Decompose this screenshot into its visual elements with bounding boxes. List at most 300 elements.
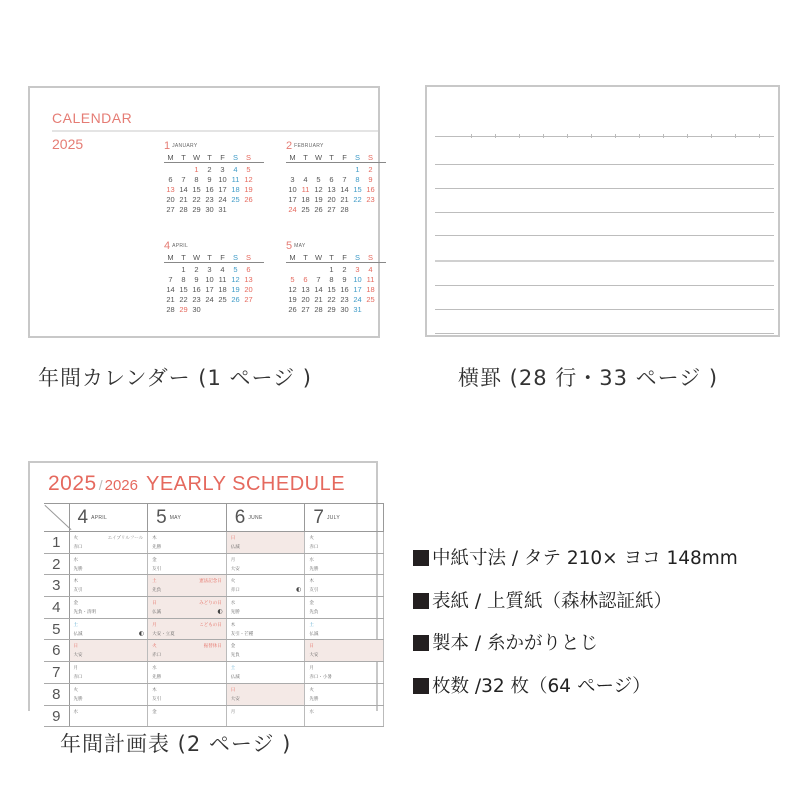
schedule-row <box>44 575 384 597</box>
weekday-label: S <box>354 253 360 262</box>
day-cell: 28 <box>340 205 349 214</box>
day-number: 1 <box>44 532 70 553</box>
weekday-header <box>164 153 264 163</box>
schedule-row <box>44 554 384 576</box>
day-cell: 30 <box>340 305 349 314</box>
day-cell: 23 <box>192 295 201 304</box>
day-cell <box>364 305 377 315</box>
yearly-title-label: YEARLY SCHEDULE <box>145 473 346 495</box>
rokuyo: 先負 <box>152 588 162 594</box>
schedule-cell[interactable] <box>70 597 149 618</box>
day-cell: 1 <box>194 165 199 174</box>
rokuyo: 先勝 <box>309 696 319 702</box>
weekday: 日 <box>230 536 236 541</box>
schedule-cell[interactable] <box>70 640 149 661</box>
weekday-label: F <box>220 253 225 262</box>
day-cell <box>325 165 338 175</box>
schedule-cell[interactable] <box>148 532 227 553</box>
day-cell: 3 <box>220 165 225 174</box>
rokuyo: 先負 <box>309 610 319 616</box>
month-number: 4 <box>164 240 171 252</box>
schedule-cell[interactable] <box>227 619 306 640</box>
day-cell: 7 <box>181 175 186 184</box>
weekday: 火 <box>309 536 314 541</box>
rokuyo: 大安 <box>73 653 83 659</box>
schedule-cell[interactable] <box>70 706 149 727</box>
rokuyo: 仏滅 <box>230 675 240 681</box>
weekday-label: W <box>192 253 201 262</box>
rokuyo: 先勝 <box>152 545 162 550</box>
schedule-cell[interactable] <box>148 684 227 705</box>
weekday-label: T <box>207 153 212 162</box>
weekday: 木 <box>309 579 314 585</box>
schedule-row <box>44 597 384 619</box>
calendar-title: CALENDAR <box>52 110 133 126</box>
weekday: 日 <box>230 687 236 693</box>
day-cell: 25 <box>301 205 310 214</box>
month-block <box>286 240 386 315</box>
month-number: 7 <box>313 506 324 528</box>
week-row <box>164 265 264 275</box>
schedule-cell[interactable] <box>148 662 227 683</box>
week-row <box>164 305 264 315</box>
weekday: 木 <box>152 687 157 693</box>
rokuyo: 赤口 <box>73 545 83 550</box>
day-cell: 8 <box>355 175 360 184</box>
weekday: 金 <box>309 601 314 607</box>
schedule-cell[interactable] <box>305 662 384 683</box>
day-cell: 14 <box>179 185 188 194</box>
day-cell: 16 <box>205 185 214 194</box>
day-cell: 13 <box>166 185 175 194</box>
day-cell: 19 <box>314 195 323 204</box>
day-cell <box>286 265 299 275</box>
day-cell <box>312 265 325 275</box>
day-cell: 10 <box>353 275 362 284</box>
spec-item <box>413 545 738 588</box>
day-number: 2 <box>44 554 70 575</box>
day-cell: 1 <box>355 165 360 174</box>
schedule-row <box>44 706 384 728</box>
day-cell: 20 <box>166 195 175 204</box>
week-row <box>164 295 264 305</box>
day-cell <box>242 305 255 315</box>
schedule-cell[interactable] <box>148 640 227 661</box>
day-cell: 22 <box>192 195 201 204</box>
weekday-label: T <box>207 253 212 262</box>
month-name: MAY <box>294 243 306 249</box>
day-cell <box>299 165 312 175</box>
weekday: 火 <box>309 687 314 693</box>
month-header <box>286 240 386 253</box>
day-cell: 5 <box>246 165 251 174</box>
day-cell: 12 <box>314 185 323 194</box>
weekday-label: S <box>367 253 373 262</box>
week-row <box>164 195 264 205</box>
ruler-tick <box>471 134 472 138</box>
weekday-label: T <box>303 153 308 162</box>
ruler-tick <box>567 134 568 138</box>
day-cell: 27 <box>166 205 175 214</box>
schedule-cell[interactable] <box>227 706 306 727</box>
bullet-square-icon <box>413 678 429 694</box>
weekday: 日 <box>73 644 79 650</box>
day-cell: 22 <box>353 195 362 204</box>
day-cell: 23 <box>366 195 375 204</box>
rule-line <box>435 164 774 165</box>
day-cell: 11 <box>366 275 375 284</box>
schedule-cell[interactable] <box>148 597 227 618</box>
schedule-cell[interactable] <box>227 684 306 705</box>
weekday-label: S <box>232 153 238 162</box>
moon-phase-icon: ◐ <box>138 629 145 637</box>
day-cell: 17 <box>218 185 227 194</box>
schedule-cell[interactable] <box>70 619 149 640</box>
week-row <box>286 285 386 295</box>
schedule-cell[interactable] <box>70 684 149 705</box>
day-cell: 30 <box>205 205 214 214</box>
day-cell: 13 <box>301 285 310 294</box>
rokuyo: 仏滅 <box>152 610 162 616</box>
schedule-cell[interactable] <box>305 532 384 553</box>
day-cell: 21 <box>179 195 188 204</box>
day-cell <box>351 205 364 215</box>
day-cell: 12 <box>244 175 253 184</box>
day-cell: 21 <box>340 195 349 204</box>
day-cell <box>229 205 242 215</box>
day-cell: 9 <box>194 275 199 284</box>
rokuyo: 赤口・小暑 <box>309 675 332 681</box>
day-cell: 6 <box>246 265 251 274</box>
day-cell: 6 <box>329 175 334 184</box>
schedule-cell[interactable] <box>70 532 149 553</box>
day-cell: 16 <box>366 185 375 194</box>
ruler-tick <box>759 134 760 138</box>
rule-line <box>435 136 774 137</box>
day-cell: 10 <box>288 185 297 194</box>
month-name: JANUARY <box>172 143 198 149</box>
calendar-caption: 年間カレンダー (1 ページ ) <box>38 366 312 390</box>
day-cell: 4 <box>233 165 238 174</box>
day-cell: 14 <box>166 285 175 294</box>
day-cell: 28 <box>166 305 175 314</box>
rokuyo: 先勝 <box>309 566 319 572</box>
ruler-tick <box>663 134 664 138</box>
day-cell: 16 <box>192 285 201 294</box>
day-number: 6 <box>44 640 70 661</box>
day-cell: 20 <box>301 295 310 304</box>
schedule-cell[interactable] <box>148 575 227 596</box>
day-cell: 23 <box>340 295 349 304</box>
day-cell: 15 <box>353 185 362 194</box>
day-cell: 8 <box>181 275 186 284</box>
day-cell: 2 <box>368 165 373 174</box>
weekday: 月 <box>309 666 314 672</box>
day-cell: 25 <box>231 195 240 204</box>
rokuyo: 大安 <box>230 566 240 572</box>
day-cell: 27 <box>301 305 310 314</box>
day-cell <box>286 165 299 175</box>
day-cell: 22 <box>179 295 188 304</box>
weekday-label: T <box>303 253 308 262</box>
rokuyo: 大安・立夏 <box>152 631 175 637</box>
weekday-label: T <box>329 253 334 262</box>
schedule-cell[interactable] <box>70 554 149 575</box>
day-cell: 15 <box>327 285 336 294</box>
day-cell: 5 <box>290 275 295 284</box>
schedule-cell[interactable] <box>305 619 384 640</box>
month-name: JUNE <box>248 514 263 521</box>
spec-item <box>413 588 738 631</box>
bullet-square-icon <box>413 593 429 609</box>
day-cell <box>177 165 190 175</box>
day-cell: 5 <box>233 265 238 274</box>
schedule-row <box>44 662 384 684</box>
month-block <box>164 240 264 315</box>
ruled-page-preview <box>425 85 780 337</box>
weekday-label: W <box>192 153 201 162</box>
rokuyo: 仏滅 <box>73 631 83 637</box>
spec-item <box>413 673 738 716</box>
day-cell: 17 <box>205 285 214 294</box>
day-cell: 12 <box>288 285 297 294</box>
day-cell: 24 <box>353 295 362 304</box>
day-cell: 17 <box>353 285 362 294</box>
day-cell: 3 <box>355 265 360 274</box>
weekday: 月 <box>230 557 236 563</box>
weekday: 火 <box>73 536 79 541</box>
month-column-header <box>70 504 149 531</box>
day-cell: 9 <box>207 175 212 184</box>
weekday: 水 <box>73 709 79 715</box>
rokuyo: 友引 <box>309 588 319 594</box>
day-cell: 19 <box>244 185 253 194</box>
day-cell: 21 <box>166 295 175 304</box>
day-cell: 20 <box>244 285 253 294</box>
rokuyo: 仏滅 <box>230 545 240 550</box>
day-cell <box>164 265 177 275</box>
day-cell: 6 <box>303 275 308 284</box>
schedule-cell[interactable] <box>305 640 384 661</box>
week-row <box>286 275 386 285</box>
day-cell: 22 <box>327 295 336 304</box>
rokuyo: 友引 <box>152 696 162 702</box>
weekday: 月 <box>230 709 236 715</box>
event-note: みどりの日 <box>199 601 222 607</box>
schedule-cell[interactable] <box>148 619 227 640</box>
weekday: 金 <box>73 601 79 607</box>
schedule-cell[interactable] <box>227 662 306 683</box>
week-row <box>286 195 386 205</box>
month-column-header <box>148 504 227 531</box>
day-cell: 4 <box>368 265 373 274</box>
weekday: 日 <box>152 601 157 607</box>
ruled-caption: 横罫 (28 行・33 ページ ) <box>458 366 719 390</box>
weekday: 水 <box>309 709 314 715</box>
day-cell: 1 <box>181 265 186 274</box>
day-cell <box>299 265 312 275</box>
weekday-label: M <box>167 253 174 262</box>
weekday: 金 <box>152 557 157 563</box>
day-cell: 8 <box>329 275 334 284</box>
schedule-cell[interactable] <box>70 575 149 596</box>
bullet-square-icon <box>413 635 429 651</box>
day-number: 8 <box>44 684 70 705</box>
day-cell: 27 <box>244 295 253 304</box>
week-row <box>286 175 386 185</box>
day-cell <box>203 305 216 315</box>
schedule-cell[interactable] <box>227 532 306 553</box>
schedule-cell[interactable] <box>305 706 384 727</box>
schedule-row <box>44 532 384 554</box>
month-name: APRIL <box>91 514 108 521</box>
day-cell: 7 <box>168 275 173 284</box>
day-cell <box>312 165 325 175</box>
weekday: 日 <box>309 644 314 650</box>
schedule-cell[interactable] <box>70 662 149 683</box>
day-cell: 14 <box>314 285 323 294</box>
schedule-row <box>44 640 384 662</box>
schedule-cell[interactable] <box>305 575 384 596</box>
day-cell: 25 <box>218 295 227 304</box>
bullet-square-icon <box>413 550 429 566</box>
day-number: 7 <box>44 662 70 683</box>
weekday-label: T <box>329 153 334 162</box>
annual-calendar-preview <box>28 86 380 338</box>
month-column-header <box>305 504 384 531</box>
rokuyo: 大安 <box>309 653 319 659</box>
rokuyo: 先勝 <box>73 566 83 572</box>
event-note: 憲法記念日 <box>199 579 222 585</box>
weekday: 土 <box>309 622 314 628</box>
grid-corner-diagonal <box>44 504 70 531</box>
day-cell: 20 <box>327 195 336 204</box>
day-cell: 26 <box>231 295 240 304</box>
day-cell: 29 <box>192 205 201 214</box>
day-cell: 6 <box>168 175 173 184</box>
week-row <box>286 205 386 215</box>
schedule-cell[interactable] <box>227 575 306 596</box>
month-name: FEBRUARY <box>294 143 324 149</box>
day-cell <box>242 205 255 215</box>
weekday: 火 <box>73 687 79 693</box>
week-row <box>164 165 264 175</box>
yearly-title-slash: / <box>98 477 103 493</box>
day-cell: 4 <box>220 265 225 274</box>
day-cell: 13 <box>327 185 336 194</box>
day-cell: 30 <box>192 305 201 314</box>
day-cell: 24 <box>205 295 214 304</box>
rokuyo: 大安 <box>230 696 240 702</box>
day-cell: 4 <box>303 175 308 184</box>
schedule-cell[interactable] <box>148 554 227 575</box>
weekday: 水 <box>152 666 157 672</box>
weekday-header <box>286 153 386 163</box>
yearly-grid-header <box>44 504 384 532</box>
rokuyo: 友引 <box>152 566 162 572</box>
month-header <box>164 240 264 253</box>
month-name: JULY <box>326 514 341 521</box>
rokuyo: 先負・清明 <box>73 610 97 616</box>
weekday: 木 <box>73 579 79 585</box>
schedule-cell[interactable] <box>305 554 384 575</box>
day-cell <box>364 205 377 215</box>
schedule-cell[interactable] <box>227 597 306 618</box>
rokuyo: 友引 <box>73 588 83 594</box>
moon-phase-icon: ◐ <box>296 586 302 594</box>
month-number: 1 <box>164 140 171 152</box>
day-cell: 7 <box>342 175 347 184</box>
day-cell: 25 <box>366 295 375 304</box>
week-row <box>286 305 386 315</box>
month-name: APRIL <box>172 243 189 249</box>
ruler-tick <box>591 134 592 138</box>
day-number: 9 <box>44 706 70 727</box>
weekday: 金 <box>230 644 236 650</box>
spec-text: 枚数 /32 枚（64 ページ） <box>432 675 651 697</box>
schedule-cell[interactable] <box>305 597 384 618</box>
weekday: 月 <box>73 666 79 672</box>
ruler-tick <box>639 134 640 138</box>
ruler-tick <box>687 134 688 138</box>
month-number: 4 <box>77 506 89 528</box>
rule-line <box>435 260 774 262</box>
week-row <box>164 175 264 185</box>
day-cell <box>216 305 229 315</box>
rokuyo: 友引・芒種 <box>230 631 254 637</box>
schedule-cell[interactable] <box>148 706 227 727</box>
week-row <box>164 275 264 285</box>
day-number: 4 <box>44 597 70 618</box>
day-cell: 23 <box>205 195 214 204</box>
schedule-cell[interactable] <box>227 554 306 575</box>
weekday-label: T <box>181 253 186 262</box>
day-cell: 26 <box>244 195 253 204</box>
day-cell: 28 <box>179 205 188 214</box>
schedule-row <box>44 684 384 706</box>
week-row <box>164 285 264 295</box>
rokuyo: 先勝 <box>73 696 83 702</box>
yearly-title <box>48 472 345 496</box>
month-block <box>164 140 264 215</box>
weekday-label: M <box>167 153 174 162</box>
schedule-cell[interactable] <box>305 684 384 705</box>
product-specs-list <box>413 545 738 715</box>
day-cell: 17 <box>288 195 297 204</box>
day-cell <box>338 165 351 175</box>
ruler-tick <box>615 134 616 138</box>
day-cell: 31 <box>353 305 362 314</box>
rokuyo: 仏滅 <box>309 631 319 637</box>
spec-item <box>413 630 738 673</box>
week-row <box>286 265 386 275</box>
rokuyo: 赤口 <box>230 588 240 594</box>
month-block <box>286 140 386 215</box>
yearly-schedule-preview <box>28 461 378 725</box>
weekday: 土 <box>152 579 157 585</box>
schedule-cell[interactable] <box>227 640 306 661</box>
day-cell: 2 <box>194 265 199 274</box>
day-cell: 9 <box>342 275 347 284</box>
day-cell: 15 <box>192 185 201 194</box>
rule-line <box>435 212 774 213</box>
event-note: こどもの日 <box>199 622 222 628</box>
ruler-tick <box>519 134 520 138</box>
weekday-label: S <box>367 153 373 162</box>
day-cell: 10 <box>218 175 227 184</box>
day-cell: 24 <box>218 195 227 204</box>
weekday: 月 <box>152 622 157 628</box>
